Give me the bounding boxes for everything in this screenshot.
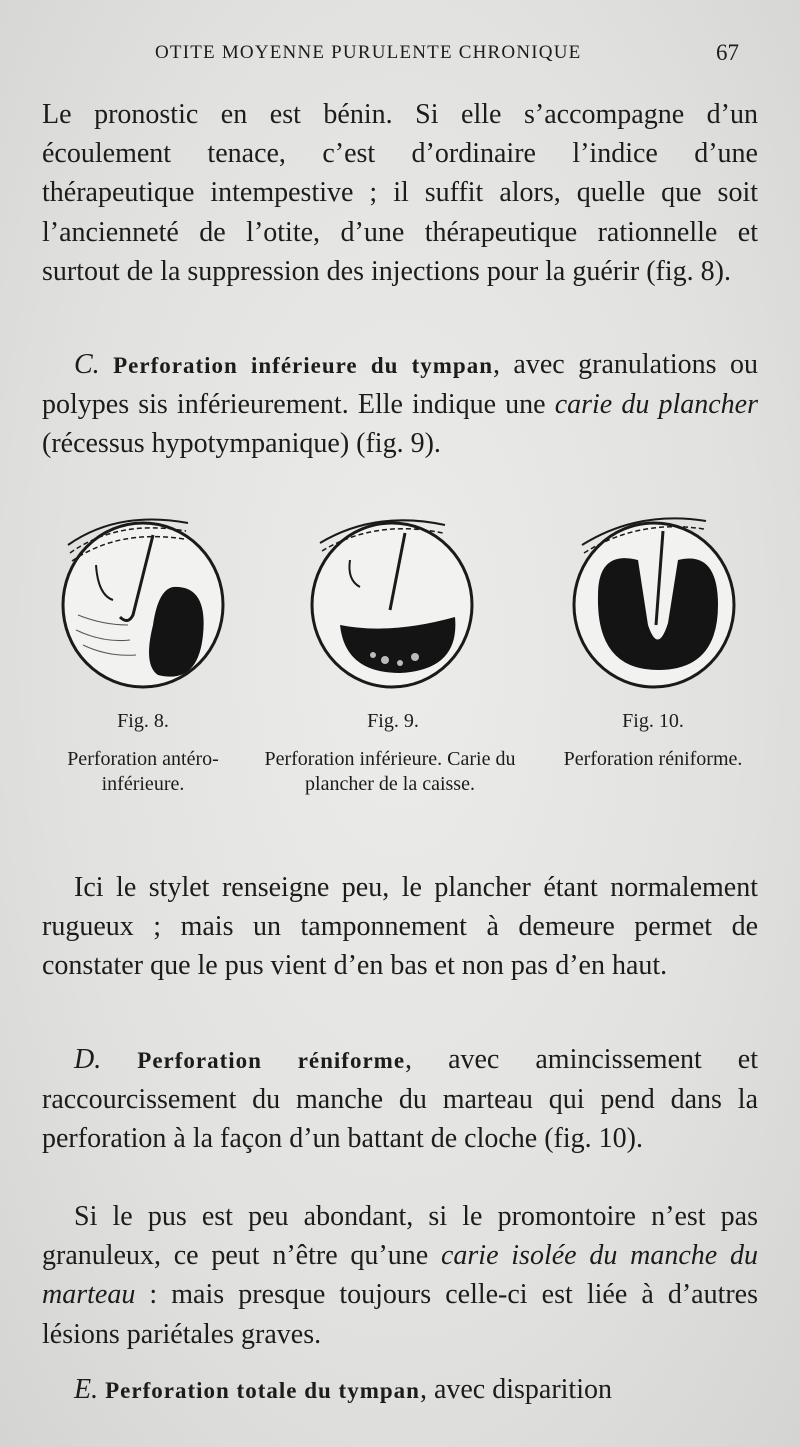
- paragraph-text: , avec amincissement et raccourcissement du manche du marteau qui pend dans la perforation à la façon d’un battant de cloche (fig. 10).: [42, 1044, 759, 1155]
- section-heading: Perforation totale du tympan: [105, 1378, 420, 1403]
- eardrum-drawing-inferior: [305, 505, 480, 690]
- eardrum-drawing-anteroinferior: [58, 505, 228, 690]
- figure-caption: Perforation antéro-inférieure.: [67, 748, 219, 795]
- figures-row: [30, 505, 770, 845]
- section-heading: Perforation inférieure du tympan: [113, 353, 493, 378]
- running-head: [0, 42, 800, 72]
- paragraph-text: : mais presque toujours celle-ci est liée à d’autres lésions pariétales graves.: [42, 1279, 758, 1350]
- paragraph-probe: Ici le stylet renseigne peu, le plancher étant normalement rugueux ; mais un tamponnement à demeure permet de constater que le pus vient d’en bas et non pas d’en haut.: [42, 872, 758, 982]
- figure-9: [264, 505, 516, 795]
- figure-10: [563, 505, 743, 770]
- section-letter: E.: [74, 1374, 99, 1405]
- figure-8: [58, 505, 228, 795]
- paragraph-text: , avec granulations ou polypes sis inférieurement. Elle indique une: [42, 349, 759, 421]
- figure-label: Fig. 10.: [622, 710, 684, 732]
- figure-label: Fig. 9.: [367, 710, 419, 732]
- paragraph-text: (récessus hypotympanique) (fig. 9).: [42, 428, 441, 460]
- section-heading: Perforation réniforme: [137, 1048, 406, 1073]
- section-letter: C.: [74, 349, 100, 380]
- figure-label: Fig. 8.: [117, 710, 169, 732]
- paragraph-text: , avec disparition: [419, 1374, 612, 1405]
- figure-caption: Perforation réniforme.: [563, 748, 743, 770]
- paragraph-total-perforation: [42, 1370, 758, 1410]
- section-letter: D.: [74, 1044, 102, 1075]
- eardrum-drawing-reniform: [568, 505, 740, 690]
- paragraph-reniform: [42, 1040, 758, 1159]
- paragraph-prognosis: Le pronostic en est bénin. Si elle s’accompagne d’un écoulement tenace, c’est d’ordinaire l’indice d’une thérapeutique intempestive ; il suffit alors, quelle que soit l’ancienneté de l’otite, d’une thérapeutique rationnelle et surtout de la suppression des injections pour la guérir (fig. 8).: [42, 99, 758, 287]
- paragraph-inferior-perforation: [42, 345, 758, 464]
- page-number: 67: [716, 40, 739, 65]
- paragraph-text: Si le pus est peu abondant, si le promontoire n’est pas granuleux, ce peut n’être qu’une: [42, 1201, 758, 1272]
- italic-term: carie isolée du manche du marteau: [42, 1240, 759, 1311]
- running-title: OTITE MOYENNE PURULENTE CHRONIQUE: [155, 42, 582, 63]
- paragraph-isolated-caries: [42, 1197, 758, 1354]
- italic-term: carie du plancher: [554, 389, 759, 421]
- figure-caption: Perforation inférieure. Carie du plancher de la caisse.: [264, 748, 516, 795]
